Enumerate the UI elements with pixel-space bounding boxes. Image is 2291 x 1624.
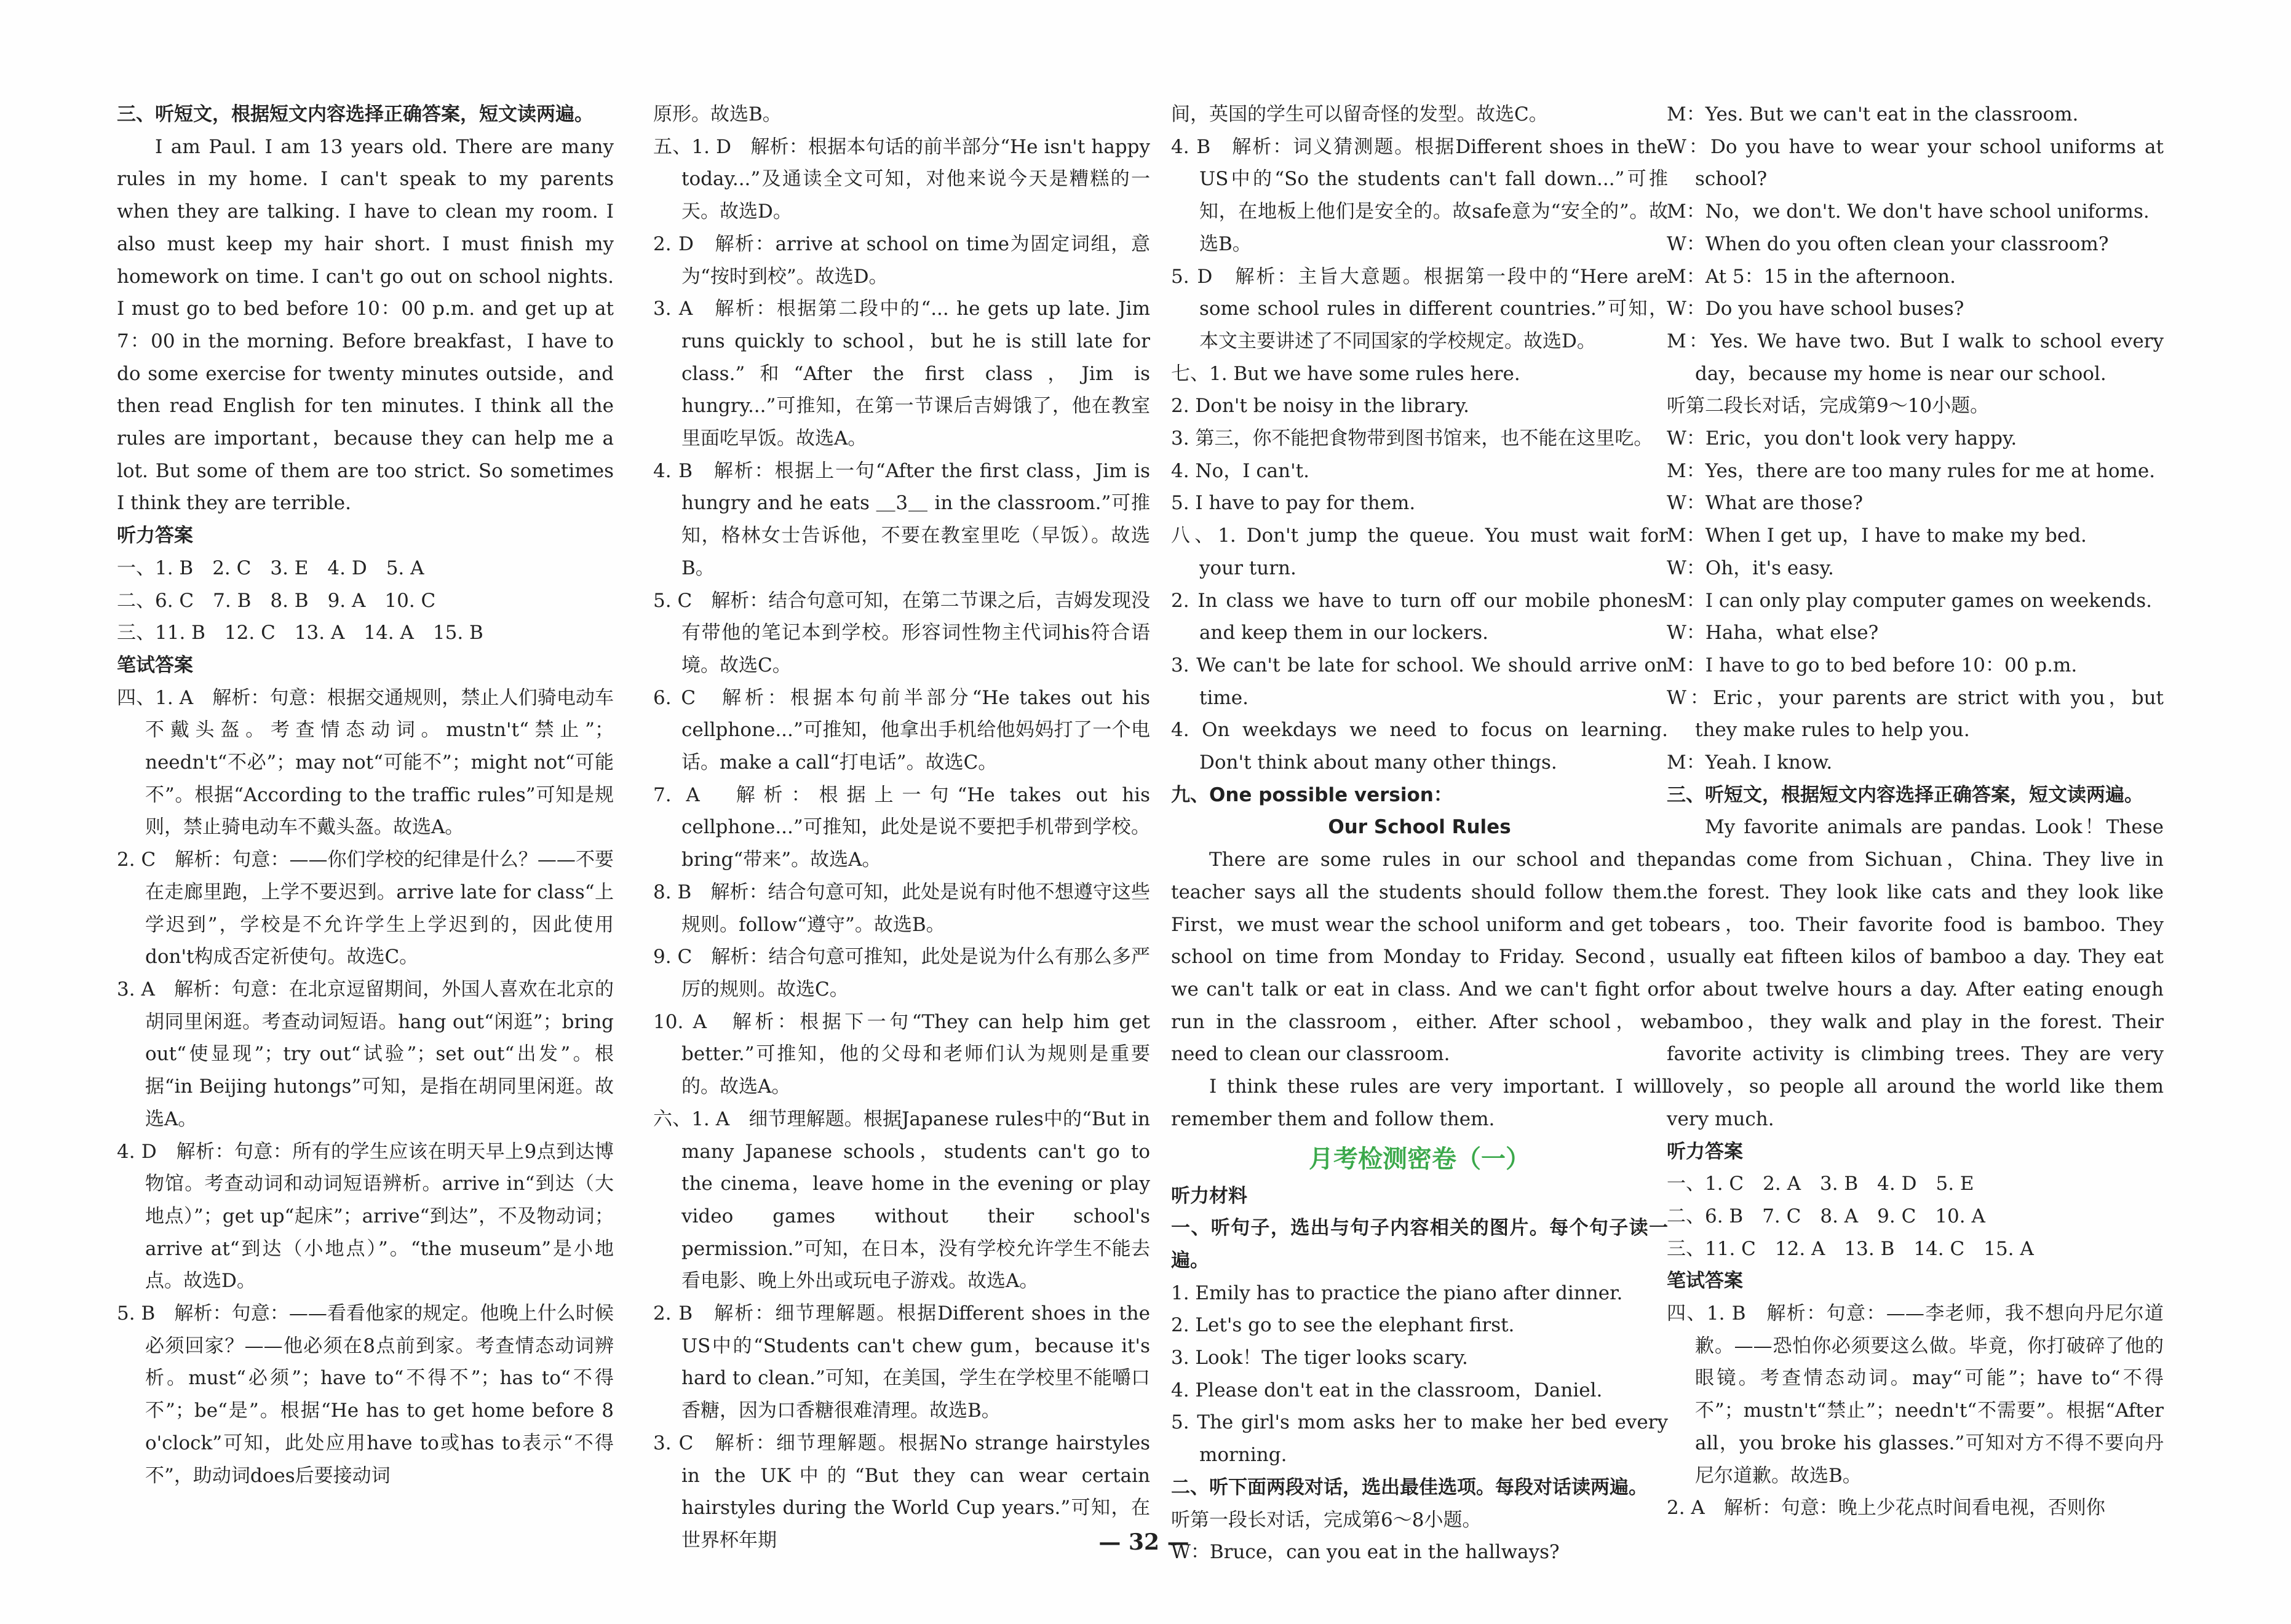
col4-paragraph: 一、1. C 2. A 3. B 4. D 5. E <box>1667 1173 1974 1195</box>
col2-paragraph: 4. B 解析：根据上一句“After the first class，Jim is hungry and he eats ＿3＿ in the classroom.”可推知，格林女士告诉他，不要在教室里吃（早饭）。故选B。 <box>653 459 1150 579</box>
col1-paragraph: 四、1. A 解析：句意：根据交通规则，禁止人们骑电动车不戴头盔。考查情态动词。mustn't“禁止”；needn't“不必”；may not“可能不”；might not“可能不”。根据“According to the traffic rules”可知是规则，禁止骑电动车不戴头盔。故选A。 <box>117 686 614 839</box>
col2-paragraph: 六、1. A 细节理解题。根据Japanese rules中的“But in many Japanese schools，students can't go to the cinema，leave home in the evening or play video games without their school's permission.”可知，在日本，没有学校允许学生不能去看电影、晚上外出或玩电子游戏。故选A。 <box>653 1107 1150 1293</box>
col4-paragraph: M：Yes，there are too many rules for me at home. <box>1667 459 2156 482</box>
col2-paragraph: 6. C 解析：根据本句前半部分“He takes out his cellphone...”可推知，他拿出手机给他妈妈打了一个电话。make a call“打电话”。故选C。 <box>653 686 1150 774</box>
col4-paragraph: W：Do you have to wear your school uniforms at school? <box>1667 135 2164 191</box>
col3-paragraph: 2. In class we have to turn off our mobile phones and keep them in our lockers. <box>1171 589 1668 644</box>
col1-paragraph: I am Paul. I am 13 years old. There are many rules in my home. I can't speak to my parents when they are talking. I have to clean my room. I also must keep my hair short. I must finish my homework on time. I can't go out on school nights. I must go to bed before 10：00 p.m. and get up at 7：00 in the morning. Before breakfast，I have to do some exercise for twenty minutes outside，and then read English for ten minutes. I think all the rules are important，because they can help me a lot. But some of them are too strict. So sometimes I think they are terrible. <box>117 135 614 515</box>
col4-paragraph: W：Eric，you don't look very happy. <box>1667 427 2017 450</box>
col4-paragraph: M：When I get up，I have to make my bed. <box>1667 525 2087 547</box>
col2-paragraph: 3. C 解析：细节理解题。根据No strange hairstyles in the UK中的“But they can wear certain hairstyles during the World Cup years.”可知，在世界杯年期 <box>653 1432 1150 1551</box>
col4-paragraph: W：Eric，your parents are strict with you，but they make rules to help you. <box>1667 686 2164 742</box>
col3-paragraph: 4. Please don't eat in the classroom，Daniel. <box>1171 1379 1603 1401</box>
col4-paragraph: M：No，we don't. We don't have school uniforms. <box>1667 200 2150 223</box>
col4-paragraph: W：When do you often clean your classroom? <box>1667 232 2109 255</box>
col4-paragraph: 听第二段长对话，完成第9～10小题。 <box>1667 395 1990 418</box>
col1-paragraph: 二、6. C 7. B 8. B 9. A 10. C <box>117 589 436 612</box>
col2-paragraph: 3. A 解析：根据第二段中的“... he gets up late. Jim runs quickly to school，but he is still late for class.”和“After the first class，Jim is hungry...”可推知，在第一节课后吉姆饿了，他在教室里面吃早饭。故选A。 <box>653 298 1150 450</box>
col4-paragraph: M：Yeah. I know. <box>1667 751 1833 774</box>
col4-paragraph: M：Yes. But we can't eat in the classroom. <box>1667 103 2079 125</box>
col1-paragraph: 三、11. B 12. C 13. A 14. A 15. B <box>117 622 483 644</box>
column-4 <box>1667 98 2164 1524</box>
col1-paragraph: 一、1. B 2. C 3. E 4. D 5. A <box>117 557 424 579</box>
col4-paragraph: W：What are those? <box>1667 492 1863 515</box>
col4-paragraph: M：I can only play computer games on weekends. <box>1667 589 2152 612</box>
col4-paragraph: 四、1. B 解析：句意：——李老师，我不想向丹尼尔道歉。——恐怕你必须要这么做。毕竟，你打破碎了他的眼镜。考查情态动词。may“可能”；have to“不得不”；mustn't“禁止”；needn't“不需要”。根据“After all，you broke his glasses.”可知对方不得不要向丹尼尔道歉。故选B。 <box>1667 1302 2164 1487</box>
col3-paragraph: 4. B 解析：词义猜测题。根据Different shoes in the US中的“So the students can't fall down...”可推知，在地板上他们是安全的。故safe意为“安全的”。故选B。 <box>1171 135 1668 255</box>
col2-paragraph: 7. A 解析：根据上一句“He takes out his cellphone...”可推知，此处是说不要把手机带到学校。bring“带来”。故选A。 <box>653 783 1150 871</box>
column-1 <box>117 98 614 1492</box>
col1-paragraph: 5. B 解析：句意：——看看他家的规定。他晚上什么时候必须回家？——他必须在8点前到家。考查情态动词辨析。must“必须”；have to“不得不”；has to“不得不”；be“是”。根据“He has to get home before 8 o'clock”可知，此处应用have to或has to表示“不得不”，助动词does后要接动词 <box>117 1302 614 1487</box>
col2-paragraph: 9. C 解析：结合句意可推知，此处是说为什么有那么多严厉的规则。故选C。 <box>653 946 1150 1000</box>
col2-paragraph: 10. A 解析：根据下一句“They can help him get better.”可推知，他的父母和老师们认为规则是重要的。故选A。 <box>653 1010 1150 1098</box>
col3-paragraph: 5. D 解析：主旨大意题。根据第一段中的“Here are some school rules in different countries.”可知，本文主要讲述了不同国家的学校规定。故选D。 <box>1171 265 1668 352</box>
col1-paragraph: 2. C 解析：句意：——你们学校的纪律是什么？——不要在走廊里跑，上学不要迟到。arrive late for class“上学迟到”，学校是不允许学生上学迟到的，因此使用don't构成否定祈使句。故选C。 <box>117 849 614 968</box>
col4-paragraph: W：Do you have school buses? <box>1667 298 1964 320</box>
col1-paragraph: 4. D 解析：句意：所有的学生应该在明天早上9点到达博物馆。考查动词和动词短语辨析。arrive in“到达（大地点）”；get up“起床”；arrive“到达”，不及物动词；arrive at“到达（小地点）”。“the museum”是小地点。故选D。 <box>117 1140 614 1293</box>
col2-paragraph: 原形。故选B。 <box>653 103 782 125</box>
col4-paragraph: 二、6. B 7. C 8. A 9. C 10. A <box>1667 1205 1985 1227</box>
col2-paragraph: 2. D 解析：arrive at school on time为固定词组，意为“按时到校”。故选D。 <box>653 232 1150 288</box>
col1-paragraph: 听力答案 <box>117 525 193 547</box>
col3-paragraph: 5. The girl's mom asks her to make her bed every morning. <box>1171 1411 1668 1467</box>
col3-paragraph: 九、One possible version： <box>1171 783 1453 806</box>
col3-paragraph: I think these rules are very important. I will remember them and follow them. <box>1171 1075 1668 1130</box>
col2-paragraph: 5. C 解析：结合句意可知，在第二节课之后，吉姆发现没有带他的笔记本到学校。形容词性物主代词his符合语境。故选C。 <box>653 589 1150 676</box>
col3-paragraph: 二、听下面两段对话，选出最佳选项。每段对话读两遍。 <box>1171 1476 1648 1499</box>
col3-paragraph: 5. I have to pay for them. <box>1171 492 1416 515</box>
col4-paragraph: M：Yes. We have two. But I walk to school every day，because my home is near our school. <box>1667 330 2164 385</box>
col3-paragraph: 七、1. But we have some rules here. <box>1171 362 1520 385</box>
col3-paragraph: 3. We can't be late for school. We should arrive on time. <box>1171 654 1668 709</box>
col3-paragraph: 4. On weekdays we need to focus on learning. Don't think about many other things. <box>1171 719 1668 774</box>
column-3 <box>1171 98 1668 1569</box>
col3-paragraph: W：Bruce，can you eat in the hallways? <box>1171 1541 1560 1564</box>
col3-paragraph: 2. Let's go to see the elephant first. <box>1171 1314 1515 1337</box>
col4-paragraph: 笔试答案 <box>1667 1270 1743 1293</box>
col3-paragraph: 4. No，I can't. <box>1171 459 1309 482</box>
col2-paragraph: 8. B 解析：结合句意可知，此处是说有时他不想遵守这些规则。follow“遵守”。故选B。 <box>653 881 1150 936</box>
col3-paragraph: Our School Rules <box>1328 816 1511 839</box>
col4-paragraph: W：Haha，what else? <box>1667 622 1879 644</box>
col3-paragraph: 2. Don't be noisy in the library. <box>1171 395 1470 418</box>
col4-paragraph: 2. A 解析：句意：晚上少花点时间看电视，否则你 <box>1667 1497 2105 1519</box>
col3-paragraph: 间，英国的学生可以留奇怪的发型。故选C。 <box>1171 103 1548 125</box>
col2-paragraph: 2. B 解析：细节理解题。根据Different shoes in the US中的“Students can't chew gum，because it's hard to clean.”可知，在美国，学生在学校里不能嚼口香糖，因为口香糖很难清理。故选B。 <box>653 1302 1150 1422</box>
col3-paragraph: 1. Emily has to practice the piano after dinner. <box>1171 1281 1623 1304</box>
col2-paragraph: 五、1. D 解析：根据本句话的前半部分“He isn't happy today...”及通读全文可知，对他来说今天是糟糕的一天。故选D。 <box>653 135 1150 223</box>
col4-paragraph: 三、听短文，根据短文内容选择正确答案，短文读两遍。 <box>1667 783 2143 806</box>
col4-paragraph: My favorite animals are pandas. Look！These pandas come from Sichuan，China. They live in the forest. They look like cats and they look like bears，too. Their favorite food is bamboo. They usually eat fifteen kilos of bamboo a day. They eat for about twelve hours a day. After eating enough bamboo，they walk and play in the forest. Their favorite activity is climbing trees. They are very lovely，so people all around the world like them very much. <box>1667 816 2164 1130</box>
col4-paragraph: 听力答案 <box>1667 1140 1743 1163</box>
col3-paragraph: 听第一段长对话，完成第6～8小题。 <box>1171 1508 1482 1531</box>
col4-paragraph: 三、11. C 12. A 13. B 14. C 15. A <box>1667 1237 2034 1260</box>
col4-paragraph: M：At 5：15 in the afternoon. <box>1667 265 1956 288</box>
col3-paragraph: 3. 第三，你不能把食物带到图书馆来，也不能在这里吃。 <box>1171 427 1653 450</box>
col1-paragraph: 三、听短文，根据短文内容选择正确答案，短文读两遍。 <box>117 103 594 125</box>
page-number: — 32 — <box>1098 1529 1189 1555</box>
col4-paragraph: W：Oh，it's easy. <box>1667 557 1834 579</box>
col3-paragraph: There are some rules in our school and the teacher says all the students should follow them. First，we must wear the school uniform and get to school on time from Monday to Friday. Second，we can't talk or eat in class. And we can't fight or run in the classroom，either. After school，we need to clean our classroom. <box>1171 849 1668 1066</box>
col3-paragraph: 月考检测密卷（一） <box>1309 1144 1530 1173</box>
col3-paragraph: 听力材料 <box>1171 1184 1247 1207</box>
column-2 <box>653 98 1150 1557</box>
col3-paragraph: 八、1. Don't jump the queue. You must wait for your turn. <box>1171 525 1668 579</box>
col3-paragraph: 3. Look！The tiger looks scary. <box>1171 1347 1468 1369</box>
col1-paragraph: 3. A 解析：句意：在北京逗留期间，外国人喜欢在北京的胡同里闲逛。考查动词短语。hang out“闲逛”；bring out“使显现”；try out“试验”；set out“出发”。根据“in Beijing hutongs”可知，是指在胡同里闲逛。故选A。 <box>117 978 614 1130</box>
col3-paragraph: 一、听句子，选出与句子内容相关的图片。每个句子读一遍。 <box>1171 1217 1668 1272</box>
col4-paragraph: M：I have to go to bed before 10：00 p.m. <box>1667 654 2078 676</box>
col1-paragraph: 笔试答案 <box>117 654 193 676</box>
